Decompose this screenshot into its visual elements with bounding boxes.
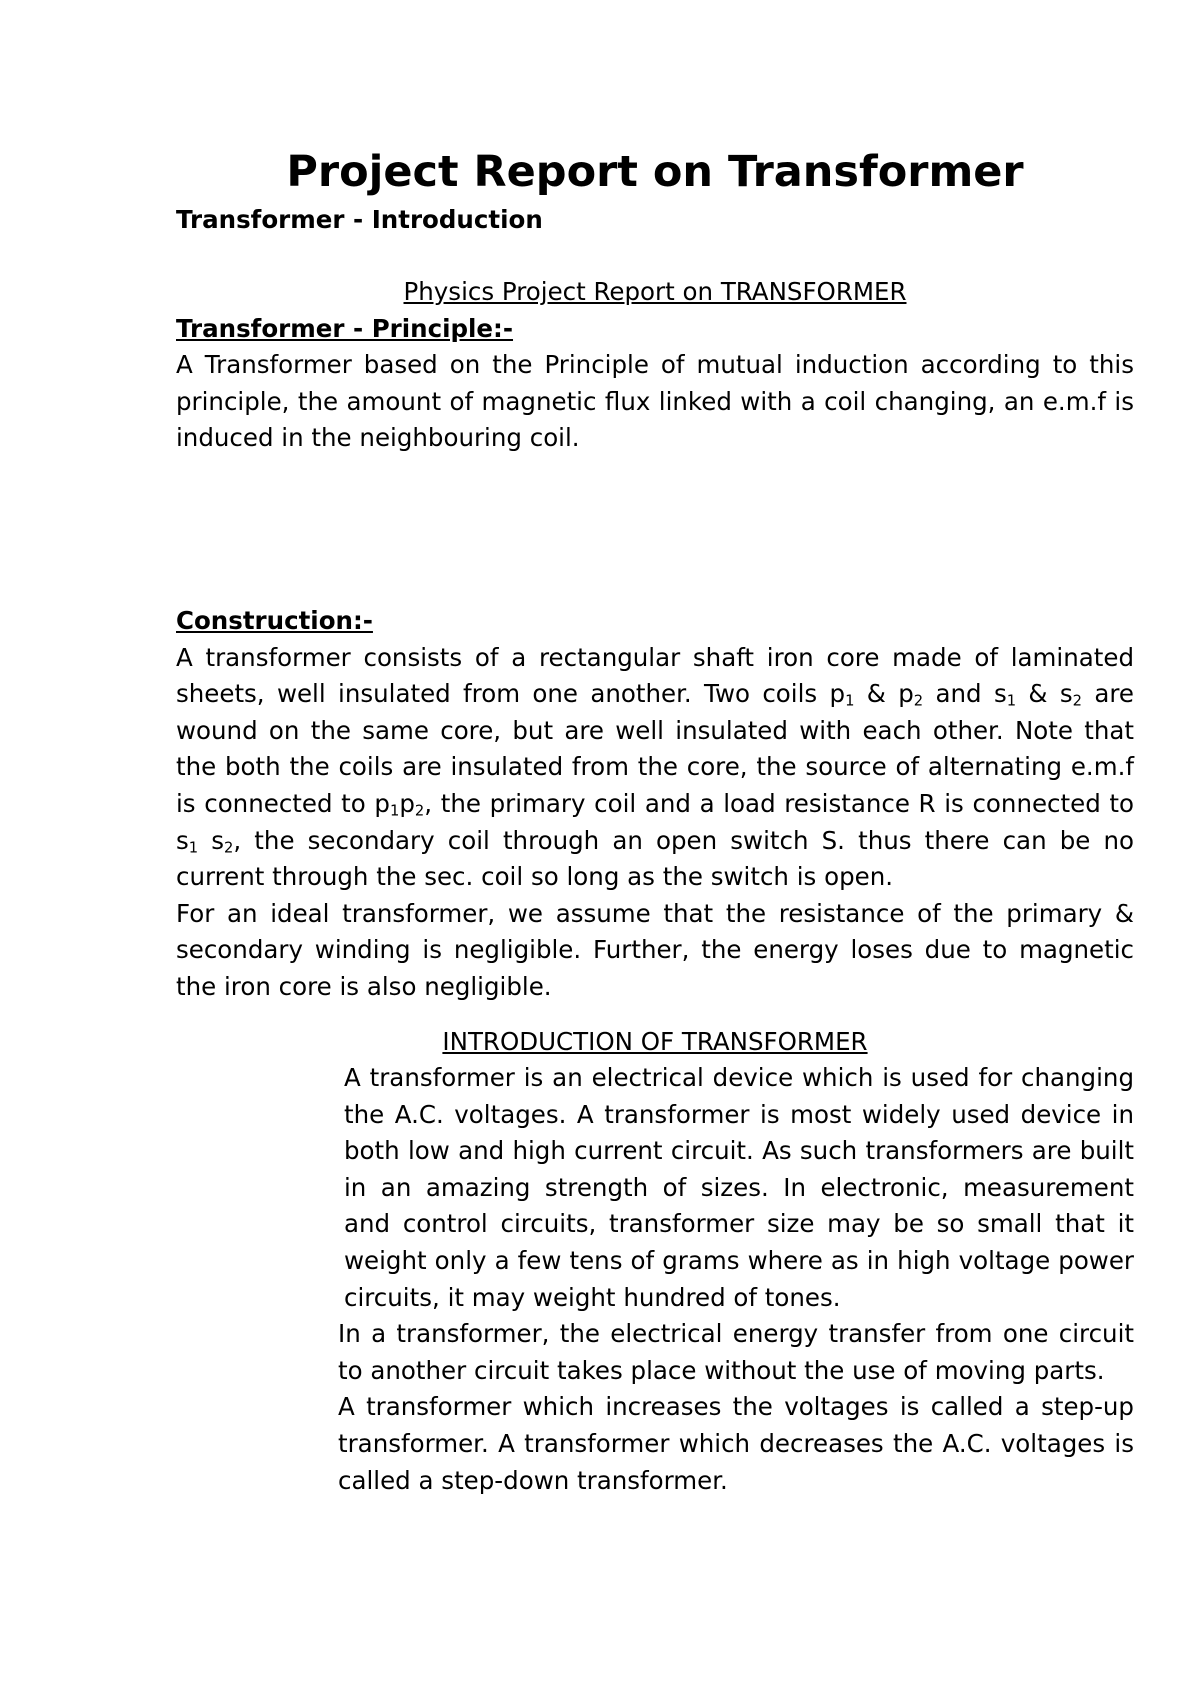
principle-paragraph: A Transformer based on the Principle of mutual induction according to this principle, the amount of magnetic flux linked with a coil changing, an e.m.f is induced in the neighbouring coil. [176, 350, 1134, 453]
introduction-heading: INTRODUCTION OF TRANSFORMER [442, 1026, 868, 1056]
document-subtitle: Transformer - Introduction [176, 205, 543, 234]
document-body [176, 142, 1134, 1499]
introduction-paragraph-3: A transformer which increases the voltages is called a step-up transformer. A transformer which decreases the A.C. voltages is called a step-down transformer. [338, 1392, 1134, 1495]
construction-heading: Construction:- [176, 605, 373, 635]
section-heading: Physics Project Report on TRANSFORMER [403, 277, 907, 306]
construction-paragraph: A transformer consists of a rectangular shaft iron core made of laminated sheets, well insulated from one another. Two coils $p_1$ & $p_2$ and $s_1$ & $s_2$ are wound on the same core, but are well insulated with each other. Note that the both the coils are insulated from the core, the source of alternating e.m.f is connected to $p_1p_2$, the primary coil and a load resistance R is connected to $s_1$ $s_2$, the secondary coil through an open switch S. thus there can be no current through the sec. coil so long as the switch is open. [176, 642, 1135, 892]
introduction-paragraph-1: A transformer is an electrical device which is used for changing the A.C. voltages. A transformer is most widely used device in both low and high current circuit. As such transformers are built in an amazing strength of sizes. In electronic, measurement and control circuits, transformer size may be so small that it weight only a few tens of grams where as in high voltage power circuits, it may weight hundred of tones. [344, 1063, 1134, 1312]
document-title: Project Report on Transformer [286, 147, 1024, 197]
principle-heading: Transformer - Principle:- [176, 313, 514, 343]
introduction-paragraph-2: In a transformer, the electrical energy transfer from one circuit to another circuit takes place without the use of moving parts. [338, 1319, 1134, 1385]
blank-space [176, 1006, 1134, 1024]
blank-space [176, 457, 1134, 603]
ideal-transformer-paragraph: For an ideal transformer, we assume that the resistance of the primary & secondary winding is negligible. Further, the energy loses due to magnetic the iron core is also negligible. [176, 898, 1134, 1001]
